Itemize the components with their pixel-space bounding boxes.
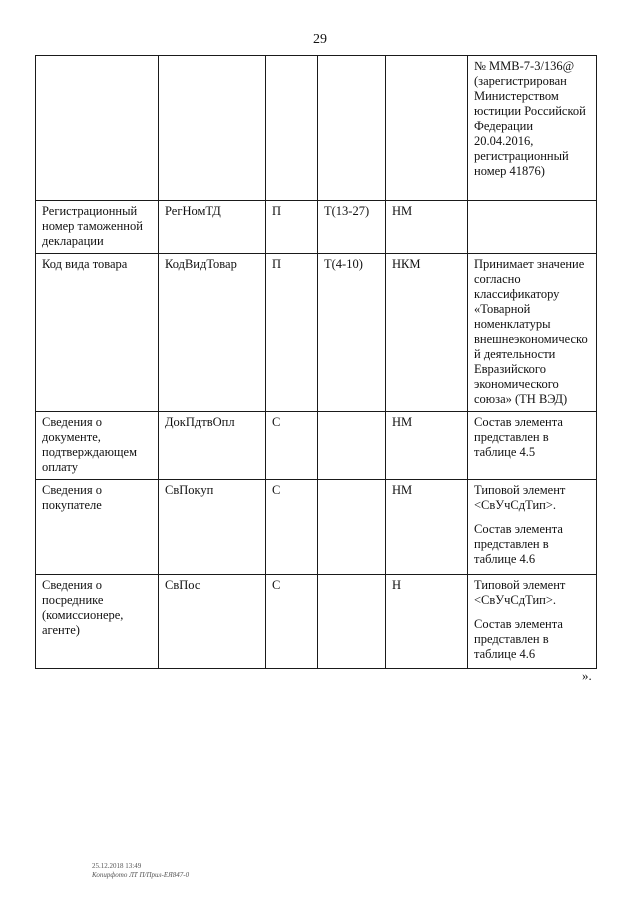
footer-stamp	[92, 862, 189, 880]
elements-table	[35, 55, 597, 669]
table-row	[36, 254, 597, 412]
cell-element-type: П	[266, 201, 318, 254]
cell-element-type: С	[266, 575, 318, 669]
footer-reference: Копирфото ЛТ П/Прил-ЕЯ847-0	[92, 871, 190, 879]
cell-element-format	[318, 480, 386, 575]
cell-element-notes	[468, 480, 597, 575]
cell-element-format: T(13-27)	[318, 201, 386, 254]
cell-element-format: T(4-10)	[318, 254, 386, 412]
cell-element-format	[318, 575, 386, 669]
note-paragraph: Состав элемента представлен в таблице 4.5	[474, 415, 563, 459]
cell-element-required: Н	[386, 575, 468, 669]
footer-timestamp: 25.12.2018 13:49	[92, 862, 142, 870]
cell-element-type	[266, 56, 318, 201]
cell-element-notes	[468, 56, 597, 201]
table-row	[36, 575, 597, 669]
cell-element-name: Регистрационный номер таможенной декларации	[36, 201, 159, 254]
table-row	[36, 56, 597, 201]
cell-element-format	[318, 56, 386, 201]
cell-element-type: П	[266, 254, 318, 412]
cell-element-required: НМ	[386, 412, 468, 480]
closing-quote: ».	[582, 668, 592, 683]
cell-element-name: Сведения о документе, подтверждающем оплату	[36, 412, 159, 480]
cell-element-code: РегНомТД	[159, 201, 266, 254]
cell-element-name	[36, 56, 159, 201]
note-paragraph: Типовой элемент <СвУчСдТип>.	[474, 578, 566, 607]
page-number: 29	[313, 32, 327, 47]
note-paragraph: Состав элемента представлен в таблице 4.6	[474, 617, 563, 661]
cell-element-name: Код вида товара	[36, 254, 159, 412]
cell-element-code: КодВидТовар	[159, 254, 266, 412]
table-row	[36, 201, 597, 254]
cell-element-code: СвПос	[159, 575, 266, 669]
note-paragraph: № ММВ-7-3/136@ (зарегистрирован Министерством юстиции Российской Федерации 20.04.2016, регистрационный номер 41876)	[474, 59, 586, 178]
cell-element-type: С	[266, 480, 318, 575]
cell-element-required: НМ	[386, 201, 468, 254]
note-paragraph: Принимает значение согласно классификатору «Товарной номенклатуры внешнеэкономической деятельности Евразийского экономического союза» (ТН ВЭД)	[474, 257, 588, 406]
table-row	[36, 412, 597, 480]
cell-element-required	[386, 56, 468, 201]
cell-element-notes	[468, 412, 597, 480]
cell-element-required: НМ	[386, 480, 468, 575]
cell-element-required: НКМ	[386, 254, 468, 412]
table-row	[36, 480, 597, 575]
cell-element-code: СвПокуп	[159, 480, 266, 575]
cell-element-notes	[468, 575, 597, 669]
note-paragraph: Состав элемента представлен в таблице 4.6	[474, 522, 563, 566]
cell-element-code: ДокПдтвОпл	[159, 412, 266, 480]
cell-element-format	[318, 412, 386, 480]
cell-element-notes	[468, 201, 597, 254]
cell-element-type: С	[266, 412, 318, 480]
cell-element-code	[159, 56, 266, 201]
cell-element-notes	[468, 254, 597, 412]
note-paragraph: Типовой элемент <СвУчСдТип>.	[474, 483, 566, 512]
cell-element-name: Сведения о посреднике (комиссионере, агенте)	[36, 575, 159, 669]
cell-element-name: Сведения о покупателе	[36, 480, 159, 575]
